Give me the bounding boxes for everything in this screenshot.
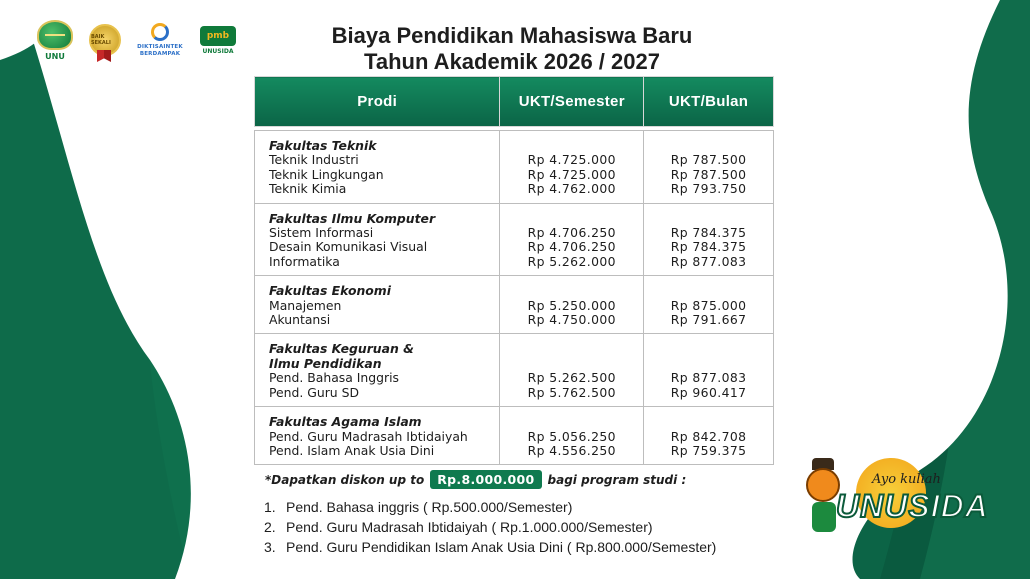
mascot-tagline: Ayo kuliah — [872, 472, 941, 487]
program-name: Teknik Industri — [269, 152, 359, 168]
program-name: Manajemen — [269, 297, 342, 313]
fee-bulan: Rp 875.000 — [670, 297, 747, 313]
discount-line — [265, 470, 686, 489]
faculty-programs — [255, 334, 500, 407]
faculty-programs — [255, 203, 500, 276]
faculty-row-teknik — [255, 131, 774, 204]
fee-semester: Rp 5.262.500 — [527, 370, 616, 386]
fee-bulan: Rp 960.417 — [670, 384, 747, 400]
semester-fees — [500, 131, 644, 204]
program-name: Pend. Guru SD — [269, 384, 359, 400]
diktisaintek-logo — [134, 18, 186, 62]
fee-semester: Rp 5.262.000 — [527, 253, 616, 269]
fee-bulan: Rp 877.083 — [670, 370, 747, 386]
monthly-fees — [644, 334, 774, 407]
list-item: 1. Pend. Bahasa inggris ( Rp.500.000/Semester) — [264, 499, 573, 515]
monthly-fees — [644, 407, 774, 465]
unu-logo — [34, 17, 76, 63]
tuition-table — [254, 76, 774, 465]
faculty-name: Fakultas Agama Islam — [269, 414, 422, 430]
faculty-name: Fakultas Ilmu Komputer — [269, 210, 436, 226]
fee-semester: Rp 4.706.250 — [527, 225, 616, 241]
faculty-name: Fakultas Ekonomi — [269, 283, 391, 299]
fee-semester: Rp 5.250.000 — [527, 297, 616, 313]
accreditation-seal-logo — [88, 18, 122, 62]
pmb-subtext: UNUSIDA — [202, 47, 234, 55]
fee-bulan: Rp 791.667 — [670, 312, 747, 328]
faculty-row-ekonomi — [255, 276, 774, 334]
discount-list — [264, 497, 716, 557]
monthly-fees — [644, 203, 774, 276]
faculty-name-line1: Fakultas Keguruan & — [269, 341, 414, 357]
faculty-row-keguruan — [255, 334, 774, 407]
faculty-programs — [255, 131, 500, 204]
page-title-line1: Biaya Pendidikan Mahasiswa Baru — [331, 23, 693, 48]
semester-fees — [500, 407, 644, 465]
monthly-fees — [644, 131, 774, 204]
discount-amount-badge: Rp.8.000.000 — [430, 470, 541, 489]
header-ukt-bulan: UKT/Bulan — [644, 77, 774, 127]
diktisaintek-text: DIKTISAINTEK BERDAMPAK — [137, 43, 183, 57]
logo-bar — [34, 16, 238, 64]
program-name: Pend. Bahasa Inggris — [269, 370, 400, 386]
fee-semester: Rp 4.762.000 — [527, 181, 616, 197]
fee-bulan: Rp 787.500 — [670, 152, 747, 168]
fee-semester: Rp 5.056.250 — [527, 428, 616, 444]
discount-prefix: *Dapatkan diskon up to — [265, 472, 425, 487]
header-ukt-semester: UKT/Semester — [500, 77, 644, 127]
pmb-logo — [198, 18, 238, 62]
fee-semester: Rp 4.706.250 — [527, 239, 616, 255]
diktisaintek-mark-icon — [151, 23, 169, 41]
header-prodi: Prodi — [255, 77, 500, 127]
fee-bulan: Rp 759.375 — [670, 442, 747, 458]
fee-bulan: Rp 793.750 — [670, 181, 747, 197]
fee-semester: Rp 4.725.000 — [527, 152, 616, 168]
semester-fees — [500, 334, 644, 407]
program-name: Desain Komunikasi Visual — [269, 239, 428, 255]
pmb-badge — [200, 26, 236, 46]
mascot-brand-text: UNUSIDA — [836, 488, 989, 524]
page-title-line2: Tahun Akademik 2026 / 2027 — [364, 49, 660, 74]
seal-text: BAIK SEKALI — [91, 34, 111, 46]
program-name: Informatika — [269, 253, 340, 269]
program-name: Pend. Islam Anak Usia Dini — [269, 442, 435, 458]
faculty-row-agama-islam — [255, 407, 774, 465]
fee-semester: Rp 4.556.250 — [527, 442, 616, 458]
globe-icon — [37, 20, 73, 50]
faculty-name-line2: Ilmu Pendidikan — [269, 355, 382, 371]
program-name: Sistem Informasi — [269, 225, 374, 241]
faculty-programs — [255, 407, 500, 465]
program-name: Teknik Kimia — [269, 181, 347, 197]
fee-bulan: Rp 877.083 — [670, 253, 747, 269]
unu-logo-text: UNU — [45, 51, 65, 61]
fee-semester: Rp 5.762.500 — [527, 384, 616, 400]
faculty-programs — [255, 276, 500, 334]
list-item: 2. Pend. Guru Madrasah Ibtidaiyah ( Rp.1.000.000/Semester) — [264, 519, 653, 535]
pmb-text: pmb — [206, 30, 230, 41]
ribbon-icon — [97, 50, 111, 62]
list-item: 3. Pend. Guru Pendidikan Islam Anak Usia Dini ( Rp.800.000/Semester) — [264, 539, 717, 555]
mascot-brand-graphic — [796, 448, 989, 544]
monthly-fees — [644, 276, 774, 334]
faculty-name: Fakultas Teknik — [269, 138, 377, 153]
fee-bulan: Rp 784.375 — [670, 239, 747, 255]
fee-semester: Rp 4.725.000 — [527, 166, 616, 182]
fee-bulan: Rp 787.500 — [670, 166, 747, 182]
program-name: Pend. Guru Madrasah Ibtidaiyah — [269, 428, 468, 444]
semester-fees — [500, 276, 644, 334]
faculty-row-ilmu-komputer — [255, 203, 774, 276]
fee-bulan: Rp 842.708 — [670, 428, 747, 444]
discount-suffix: bagi program studi : — [547, 472, 687, 487]
semester-fees — [500, 203, 644, 276]
fee-bulan: Rp 784.375 — [670, 225, 747, 241]
program-name: Akuntansi — [269, 312, 331, 328]
program-name: Teknik Lingkungan — [269, 166, 384, 182]
fee-semester: Rp 4.750.000 — [527, 312, 616, 328]
table-header-row — [255, 77, 774, 127]
